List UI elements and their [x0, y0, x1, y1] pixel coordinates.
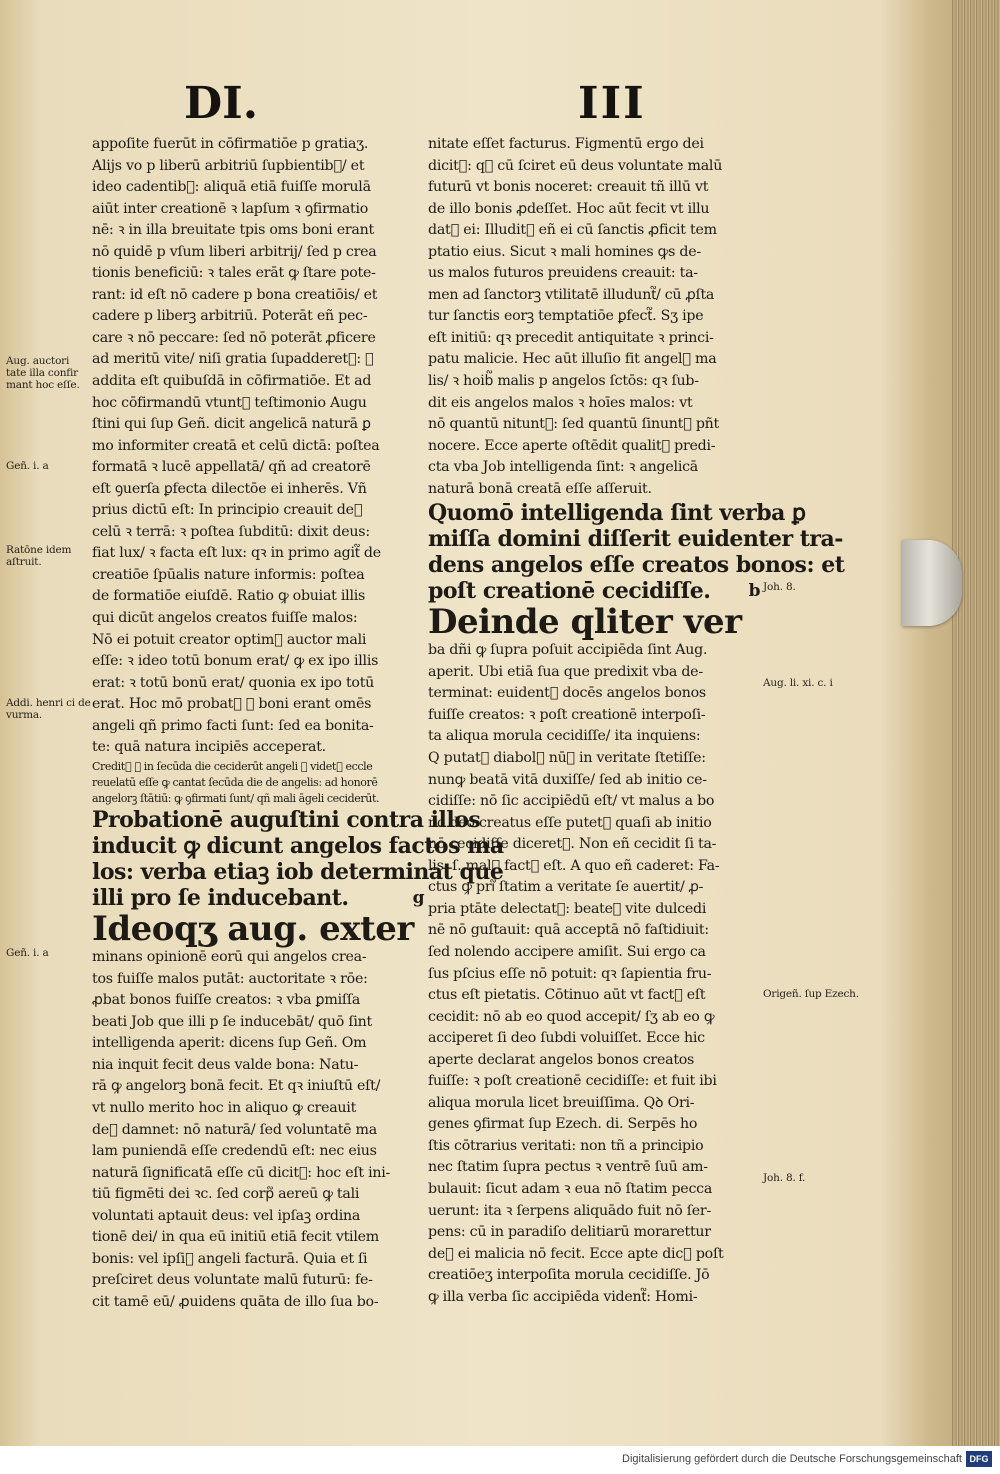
line-text: fuiſſe: ꝛ poſt creationē cecidiſſe: et fuit ibi	[428, 1073, 717, 1090]
text-line	[92, 156, 428, 178]
line-text: creatiōeʒ interpoſita morula cecidiſſe. Jō	[428, 1267, 710, 1284]
line-text: tur ſanctis eorꝫ temptatiōe ꝑfect᷑. Sʒ ipe	[428, 308, 704, 325]
line-text: cit tamē eū/ ꝓuidens quāta de illo ſua bo-	[92, 1293, 379, 1310]
text-line	[92, 807, 481, 834]
line-text: illi pro ſe inducebant.	[92, 885, 349, 912]
text-line	[428, 1222, 764, 1244]
line-text: celū ꝛ terrā: ꝛ poſtea ſubditū: dixit deus:	[92, 523, 370, 540]
text-line	[428, 1265, 764, 1287]
text-line	[92, 414, 428, 436]
marginal-note: Aug. auctori tate illa confir mant hoc eſſe.	[6, 355, 80, 391]
line-text: aperit. Ubi etiā ſua que predixit vba de-	[428, 663, 703, 680]
text-line	[92, 263, 428, 285]
line-text: Deinde qliter ver	[428, 602, 742, 643]
line-text: uerunt: ita ꝛ ſerpens aliquādo fuit nō ſer-	[428, 1202, 712, 1219]
line-text: ctus eſt pietatis. Cōtinuo aūt vt fact᷑ eſt	[428, 987, 706, 1004]
text-line	[92, 737, 428, 759]
text-line	[428, 1071, 764, 1093]
line-text: bonis: vel ipſi᷑ angeli facturā. Quia et ſi	[92, 1250, 368, 1267]
line-text: Ideoqʒ aug. exter	[92, 909, 414, 950]
text-line	[428, 640, 764, 662]
line-text: ad meritū vite/ niſi gratia ſupadderet᷑: ꝙ	[92, 351, 374, 368]
line-text: cecidit: nō ab eo quod accepit/ ſʒ ab eo ꝙ	[428, 1008, 715, 1025]
text-line	[428, 393, 764, 415]
marginal-note: Ratōne idem aſtruit.	[6, 544, 72, 568]
line-text: inducit ꝙ dicunt angelos factos ma	[92, 833, 504, 860]
line-text: de illo bonis ꝓdeſſet. Hoc aūt fecit vt illu	[428, 200, 710, 217]
text-line	[428, 813, 764, 835]
text-line	[428, 371, 764, 393]
line-text: mo informiter creatā et celū dictā: poſtea	[92, 437, 380, 454]
text-line	[428, 985, 764, 1007]
line-text: ctus ꝙ pri᷑ ſtatim a veritate ſe auertit/ ꝓ-	[428, 879, 704, 896]
line-text: minans opinionē eorū qui angelos crea-	[92, 949, 367, 966]
footer-bar	[0, 1446, 1000, 1474]
line-text: futurū vt bonis noceret: creauit tñ illū vt	[428, 179, 709, 196]
line-text: no deo creatus eſſe putet᷑ quaſi ab initio	[428, 814, 712, 831]
text-line	[92, 759, 428, 775]
text-line	[92, 1120, 428, 1142]
text-line	[428, 199, 764, 221]
line-text: genes ꝯfirmat ſup Ezech. di. Serpēs ho	[428, 1116, 698, 1133]
line-text: poſt creationē cecidiſſe.	[428, 578, 711, 605]
line-text: voluntati aptauit deus: vel ipſaꝫ ordina	[92, 1207, 361, 1224]
text-line	[428, 349, 764, 371]
line-text: te: quā natura incipiēs acceperat.	[92, 739, 326, 756]
line-text: bulauit: ſicut adam ꝛ eua nō ſtatim pecca	[428, 1180, 713, 1197]
line-text: fiat lux/ ꝛ facta eſt lux: qꝛ in primo agit᷑ de	[92, 545, 381, 562]
line-text: aliqua morula licet breuiſſima. Qꝺ Ori-	[428, 1094, 695, 1111]
text-line	[428, 1050, 764, 1072]
line-text: nō cecidiſſe diceret᷑. Non eñ cecidit ſi ta-	[428, 836, 717, 853]
line-text: addita eſt quibuſdā in cōfirmatiōe. Et ad	[92, 373, 372, 390]
line-text: tiū figmēti dei ꝛc. ſed corp᷑ aereū ꝙ tali	[92, 1186, 360, 1203]
line-text: de᷑ damnet: nō naturā/ ſed voluntatē ma	[92, 1121, 377, 1138]
line-text: ſus pſcius eſſe nō potuit: qꝛ ſapientia fru-	[428, 965, 712, 982]
line-text: de᷑ ei malicia nō fecit. Ecce apte dic᷑ poſt	[428, 1245, 724, 1262]
text-line	[428, 552, 845, 579]
text-line	[428, 457, 764, 479]
line-text: aiūt inter creationē ꝛ lapſum ꝛ ꝯfirmatio	[92, 200, 369, 217]
text-line	[428, 285, 764, 307]
text-line	[92, 909, 428, 950]
line-text: Probationē auguſtini contra illos	[92, 807, 481, 834]
line-text: hoc cōfirmandū vtunt᷑ teſtimonio Augu	[92, 394, 367, 411]
line-text: ſtini qui ſup Geñ. dicit angelicā naturā ꝑ	[92, 416, 371, 433]
dfg-logo: DFG	[966, 1451, 992, 1467]
text-line	[92, 775, 428, 791]
text-line	[428, 578, 764, 604]
line-text: tos fuiſſe malos putāt: auctoritate ꝛ rōe:	[92, 970, 368, 987]
line-text: vt nullo merito hoc in aliquo ꝙ creauit	[92, 1099, 357, 1116]
text-line	[92, 306, 428, 328]
running-head-right: III	[578, 78, 646, 129]
text-line	[92, 522, 428, 544]
text-line	[92, 990, 428, 1012]
text-line	[92, 134, 428, 156]
line-text: men ad ſanctorꝫ vtilitatē illudunt᷑/ cū ꝓſta	[428, 286, 715, 303]
text-line	[428, 436, 764, 458]
line-text: lis. ſ. mal᷑ fact᷑ eſt. A quo eñ caderet: Fa-	[428, 857, 720, 874]
line-text: tionis beneficiū: ꝛ tales erāt ꝙ ſtare pote-	[92, 265, 376, 282]
line-text: care ꝛ nō peccare: ſed nō poterāt ꝓficere	[92, 329, 376, 346]
line-text: preſciret deus voluntate malū futurū: fe-	[92, 1272, 373, 1289]
text-line	[92, 1249, 428, 1271]
line-text: formatā ꝛ lucē appellatā/ qñ ad creatorē	[92, 459, 371, 476]
line-text: tionē dei/ in qua eū initiū etiā fecit vtilem	[92, 1229, 379, 1246]
text-line	[428, 1028, 764, 1050]
text-line	[428, 1114, 764, 1136]
text-line	[428, 748, 764, 770]
text-line	[428, 705, 764, 727]
line-text: los: verba etiaꝫ iob determinat que	[92, 859, 504, 886]
text-line	[428, 1244, 764, 1266]
text-line	[92, 565, 428, 587]
marginal-note: Aug. li. xi. c. i	[763, 677, 833, 689]
line-text: qui dicūt angelos creatos fuiſſe malos:	[92, 610, 358, 627]
marginal-note: Joh. 8. f.	[763, 1172, 806, 1184]
line-text: aperte declarat angelos bonos creatos	[428, 1051, 695, 1068]
line-text: angeli qñ primo facti ſunt: ſed ea bonita-	[92, 717, 374, 734]
text-line	[428, 1201, 764, 1223]
text-line	[428, 242, 764, 264]
text-line	[428, 1136, 764, 1158]
line-text: Credit᷑ ꝙ in ſecūda die ceciderūt angeli ꝙ videt᷑ eccle	[92, 759, 373, 773]
text-line	[92, 1098, 428, 1120]
line-text: rant: id eſt nō cadere p bona creatiōis/ et	[92, 286, 378, 303]
line-text: nō quidē p vſum liberi arbitrij/ ſed p crea	[92, 243, 377, 260]
text-line	[428, 602, 764, 643]
line-text: nē nō guſtauit: quā acceptā nō faſtidiuit:	[428, 922, 709, 939]
text-line	[428, 834, 764, 856]
text-line	[428, 726, 764, 748]
line-text: dens angelos eſſe creatos bonos: et	[428, 552, 845, 579]
text-line	[428, 220, 764, 242]
line-text: ba dñi ꝙ ſupra poſuit accipiēda ſint Aug.	[428, 642, 708, 659]
text-line	[92, 199, 428, 221]
line-text: patu malicie. Hec aūt illuſio fit angel᷑ ma	[428, 351, 717, 368]
text-line	[92, 716, 428, 738]
text-line	[92, 1076, 428, 1098]
text-line	[92, 1033, 428, 1055]
line-text: Alijs vo p liberū arbitriū ſupbientib᷑/ et	[92, 157, 365, 174]
text-line	[428, 328, 764, 350]
text-line	[92, 349, 428, 371]
line-text: nunꝙ beatā vitā duxiſſe/ ſed ab initio ce-	[428, 771, 707, 788]
bookmark-tab	[902, 540, 962, 626]
text-line	[428, 1179, 764, 1201]
line-text: erat: ꝛ totū bonū erat/ quonia ex ipo totū	[92, 674, 375, 691]
text-line	[92, 328, 428, 350]
text-line	[92, 285, 428, 307]
line-text: ideo cadentib᷑: aliquā etiā fuiſſe morulā	[92, 179, 371, 196]
text-line	[428, 791, 764, 813]
line-text: prius dictū eſt: In principio creauit de᷑	[92, 502, 363, 519]
text-line	[428, 942, 764, 964]
marginal-note: Origeñ. ſup Ezech.	[763, 988, 859, 1000]
text-line	[92, 947, 428, 969]
line-text: reuelatū eſſe ꝙ cantat ſecūda die de angelis: ad honorē	[92, 775, 378, 789]
line-text: ꝓbat bonos fuiſſe creatos: ꝛ vba ꝑmiſſa	[92, 992, 361, 1009]
line-text: angelorꝫ ſtātiū: ꝙ ꝯfirmati ſunt/ qñ mali āgeli ceciderūt.	[92, 792, 380, 806]
page-edge-stack	[952, 0, 1000, 1446]
line-text: ſed nolendo accipere amiſit. Sui ergo ca	[428, 943, 706, 960]
text-line	[92, 1270, 428, 1292]
text-line	[428, 683, 764, 705]
text-line	[92, 673, 428, 695]
paragraph-signature-letter: b	[748, 581, 760, 602]
line-text: ta aliqua morula cecidiſſe/ ita inquiens:	[428, 728, 701, 745]
text-line	[92, 500, 428, 522]
line-text: pria ptāte delectat᷑: beateꝙ vite dulcedi	[428, 900, 707, 917]
line-text: eſt initiū: qꝛ precedit antiquitate ꝛ princi-	[428, 329, 714, 346]
text-line	[428, 856, 764, 878]
text-line	[92, 1163, 428, 1185]
line-text: dat᷑ ei: Illudit᷑ eñ ei cū ſanctis ꝓficit tem	[428, 222, 717, 239]
funding-note: Digitalisierung gefördert durch die Deutsche Forschungsgemeinschaft	[622, 1453, 962, 1465]
text-line	[428, 177, 764, 199]
line-text: nec ſtatim ſupra pectus ꝛ ventrē ſuū am-	[428, 1159, 708, 1176]
text-line	[428, 156, 764, 178]
marginal-note: Addi. henri ci de vurma.	[6, 697, 91, 721]
line-text: acciperet ſi deo ſubdi voluiſſet. Ecce hic	[428, 1030, 705, 1047]
line-text: miſſa domini diſſerit euidenter tra-	[428, 526, 843, 553]
text-line	[92, 1292, 428, 1314]
text-line	[92, 220, 428, 242]
line-text: rā ꝙ angelorꝫ bonā fecit. Et qꝛ iniuſtū eſt/	[92, 1078, 381, 1095]
line-text: eſt ꝯuerſa ꝑfecta dilectōe ei inherēs. Vñ	[92, 480, 367, 497]
text-line	[92, 1141, 428, 1163]
text-line	[428, 526, 843, 553]
text-line	[92, 651, 428, 673]
text-line	[92, 479, 428, 501]
line-text: dit eis angelos malos ꝛ hoīes malos: vt	[428, 394, 693, 411]
line-text: lam puniendā eſſe credendū eſt: nec eius	[92, 1143, 377, 1160]
text-line	[428, 662, 764, 684]
text-line	[92, 859, 504, 886]
text-line	[92, 885, 428, 911]
line-text: naturā bonā creatā eſſe aſſeruit.	[428, 480, 652, 497]
line-text: Q putat᷑ diabol᷑ nūꝙ in veritate ſtetiſſe:	[428, 750, 706, 767]
text-line	[92, 1055, 428, 1077]
marginal-note: Joh. 8.	[763, 581, 796, 593]
text-line	[428, 964, 764, 986]
text-line	[428, 770, 764, 792]
line-text: beati Job que illi p ſe inducebāt/ quō ſint	[92, 1013, 372, 1030]
text-line	[92, 1227, 428, 1249]
line-text: nē: ꝛ in illa breuitate tpis oms boni erant	[92, 222, 374, 239]
line-text: creatiōe ſpūalis nature informis: poſtea	[92, 566, 365, 583]
text-line	[92, 371, 428, 393]
text-line	[92, 393, 428, 415]
text-line	[92, 630, 428, 652]
line-text: nocere. Ecce aperte oſtēdit qualit᷑ predi-	[428, 437, 716, 454]
text-line	[428, 500, 806, 527]
text-line	[92, 791, 428, 807]
line-text: ſtis cōtrarius veritati: non tñ a principio	[428, 1137, 704, 1154]
text-line	[428, 1007, 764, 1029]
line-text: erat. Hoc mō probat᷑ ꝙ boni erant omēs	[92, 696, 372, 713]
text-line	[92, 586, 428, 608]
line-text: dicit᷑: qꝛ cū ſciret eū deus voluntate malū	[428, 157, 723, 174]
text-line	[92, 177, 428, 199]
text-line	[428, 1157, 764, 1179]
line-text: pens: cū in paradiſo delitiarū morarettur	[428, 1224, 711, 1241]
text-line	[92, 1206, 428, 1228]
text-line	[428, 306, 764, 328]
line-text: ꝙ illa verba ſic accipiēda vident᷑: Homi-	[428, 1288, 698, 1305]
line-text: eſſe: ꝛ ideo totū bonum erat/ ꝙ ex ipo illis	[92, 653, 379, 670]
text-line	[92, 1184, 428, 1206]
line-text: us malos futuros preuidens creauit: ta-	[428, 265, 698, 282]
text-line	[428, 1287, 764, 1309]
text-line	[92, 436, 428, 458]
line-text: nia inquit fecit deus valde bona: Natu-	[92, 1056, 359, 1073]
text-line	[92, 608, 428, 630]
line-text: intelligenda aperit: dicens ſup Geñ. Om	[92, 1035, 367, 1052]
text-line	[92, 457, 428, 479]
text-line	[92, 969, 428, 991]
marginal-note: Geñ. i. a	[6, 460, 49, 472]
text-line	[428, 877, 764, 899]
text-line	[92, 1012, 428, 1034]
marginal-note: Geñ. i. a	[6, 947, 49, 959]
text-line	[92, 833, 504, 860]
line-text: Quomō intelligenda ſint verba ꝑ	[428, 500, 806, 527]
line-text: appoſite fuerūt in cōfirmatiōe p gratiaʒ.	[92, 136, 369, 152]
line-text: nitate eſſet facturus. Figmentū ergo dei	[428, 136, 704, 152]
line-text: naturā ſignificatā eſſe cū dicit᷑: hoc eſt ini-	[92, 1164, 391, 1181]
text-line	[92, 543, 428, 565]
text-column-left	[92, 134, 504, 1313]
line-text: cta vba Job intelligenda ſint: ꝛ angelicā	[428, 459, 699, 476]
text-line	[428, 479, 764, 501]
running-head-left: DI.	[184, 78, 259, 129]
line-text: cidiſſe: nō ſic accipiēdū eſt/ vt malus a bo	[428, 793, 715, 810]
text-line	[428, 263, 764, 285]
text-line	[428, 1093, 764, 1115]
line-text: ptatio eius. Sicut ꝛ mali homines ꝙs de-	[428, 243, 701, 260]
line-text: Nō ei potuit creator optim᷑ auctor mali	[92, 631, 367, 648]
line-text: terminat: euident᷑ docēs angelos bonos	[428, 685, 706, 702]
text-line	[428, 414, 764, 436]
line-text: fuiſſe creatos: ꝛ poſt creationē interpoſi-	[428, 706, 706, 723]
line-text: nō quantū nitunt᷑: ſed quantū ſinunt᷑ pñt	[428, 416, 720, 433]
text-line	[92, 694, 428, 716]
paragraph-signature-letter: g	[412, 888, 424, 909]
text-line	[428, 899, 764, 921]
line-text: de formatiōe eiuſdē. Ratio ꝙ obuiat illis	[92, 588, 366, 605]
line-text: lis/ ꝛ hoib᷑ malis p angelos ſctōs: qꝛ ſub-	[428, 373, 699, 390]
line-text: cadere p liberꝫ arbitriū. Poterāt eñ pec-	[92, 308, 368, 325]
text-line	[428, 134, 764, 156]
text-line	[428, 920, 764, 942]
text-line	[92, 242, 428, 264]
